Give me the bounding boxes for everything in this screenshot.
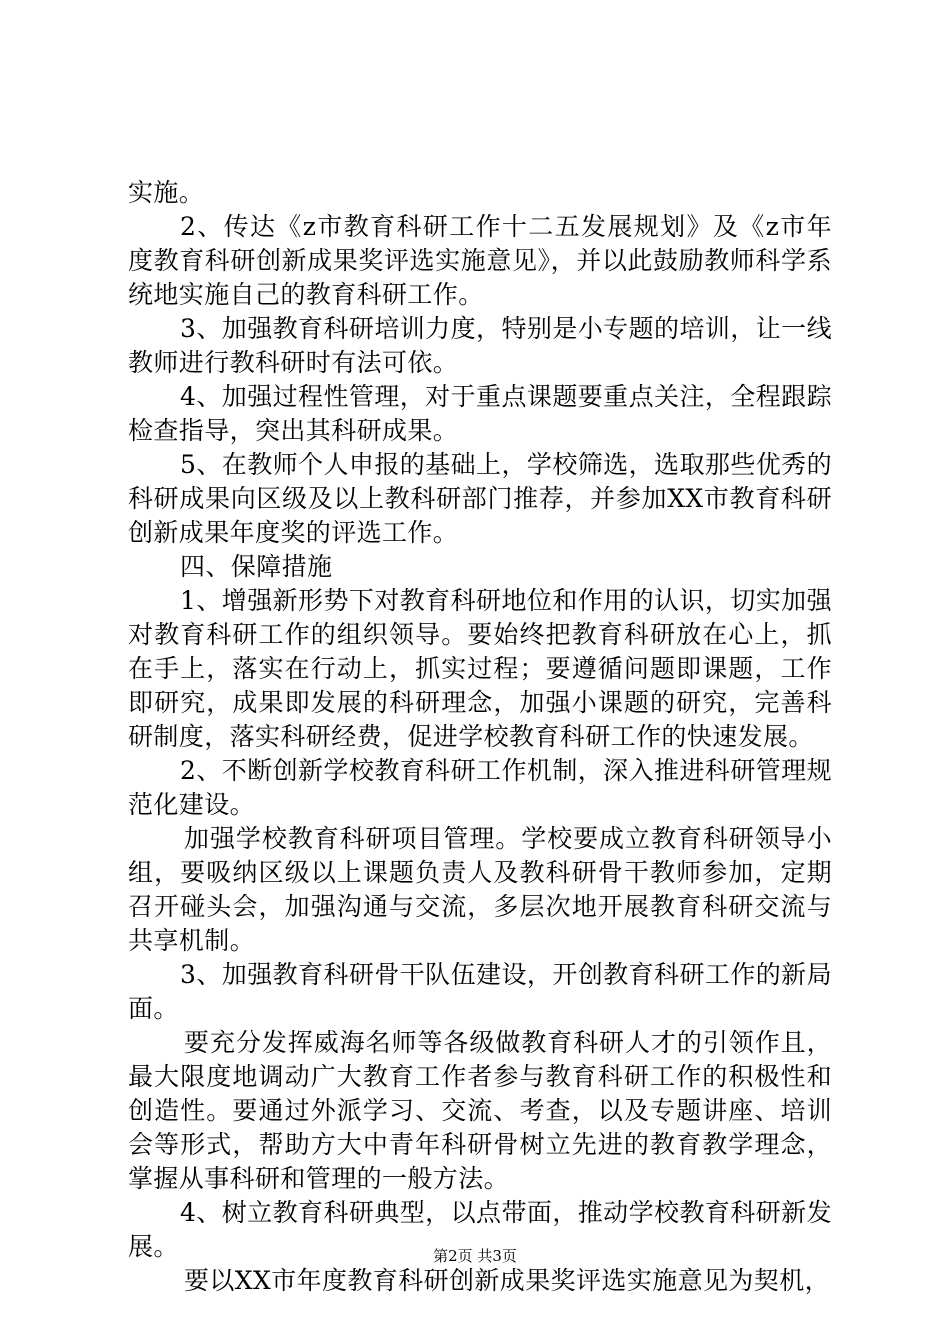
paragraph-item-4: 4、加强过程性管理，对于重点课题要重点关注，全程跟踪检查指导，突出其科研成果。 (128, 382, 832, 445)
page-footer (0, 1246, 950, 1266)
paragraph-item-5: 5、在教师个人申报的基础上，学校筛选，选取那些优秀的科研成果向区级及以上教科研部门推荐，并参加XX市教育科研创新成果年度奖的评选工作。 (128, 450, 832, 547)
section-heading-guarantee-measures: 四、保障措施 (180, 552, 333, 581)
paragraph-item-2: 2、传达《z市教育科研工作十二五发展规划》及《z市年度教育科研创新成果奖评选实施意见》，并以此鼓励教师科学系统地实施自己的教育科研工作。 (128, 212, 832, 309)
paragraph-measure-4: 4、树立教育科研典型，以点带面，推动学校教育科研新发展。 (128, 1198, 832, 1261)
paragraph-measure-2: 2、不断创新学校教育科研工作机制，深入推进科研管理规范化建设。 (128, 756, 832, 819)
paragraph-item-3: 3、加强教育科研培训力度，特别是小专题的培训，让一线教师进行教科研时有法可依。 (128, 314, 832, 377)
paragraph-measure-1: 1、增强新形势下对教育科研地位和作用的认识，切实加强对教育科研工作的组织领导。要始终把教育科研放在心上，抓在手上，落实在行动上，抓实过程；要遵循问题即课题，工作即研究，成果即发展的科研理念，加强小课题的研究，完善科研制度，落实科研经费，促进学校教育科研工作的快速发展。 (128, 586, 832, 751)
paragraph-measure-3: 3、加强教育科研骨干队伍建设，开创教育科研工作的新局面。 (128, 960, 832, 1023)
page-number-label: 第2页 共3页 (433, 1247, 517, 1265)
document-body (128, 176, 832, 1298)
paragraph-measure-4-detail: 要以XX市年度教育科研创新成果奖评选实施意见为契机， (184, 1266, 830, 1295)
paragraph-continuation: 实施。 (128, 178, 205, 207)
paragraph-measure-3-detail: 要充分发挥威海名师等各级做教育科研人才的引领作且，最大限度地调动广大教育工作者参与教育科研工作的积极性和创造性。要通过外派学习、交流、考查，以及专题讲座、培训会等形式，帮助方大中青年科研骨树立先进的教育教学理念，掌握从事科研和管理的一般方法。 (128, 1028, 832, 1193)
paragraph-measure-2-detail: 加强学校教育科研项目管理。学校要成立教育科研领导小组，要吸纳区级以上课题负责人及教科研骨干教师参加，定期召开碰头会，加强沟通与交流，多层次地开展教育科研交流与共享机制。 (128, 824, 832, 955)
